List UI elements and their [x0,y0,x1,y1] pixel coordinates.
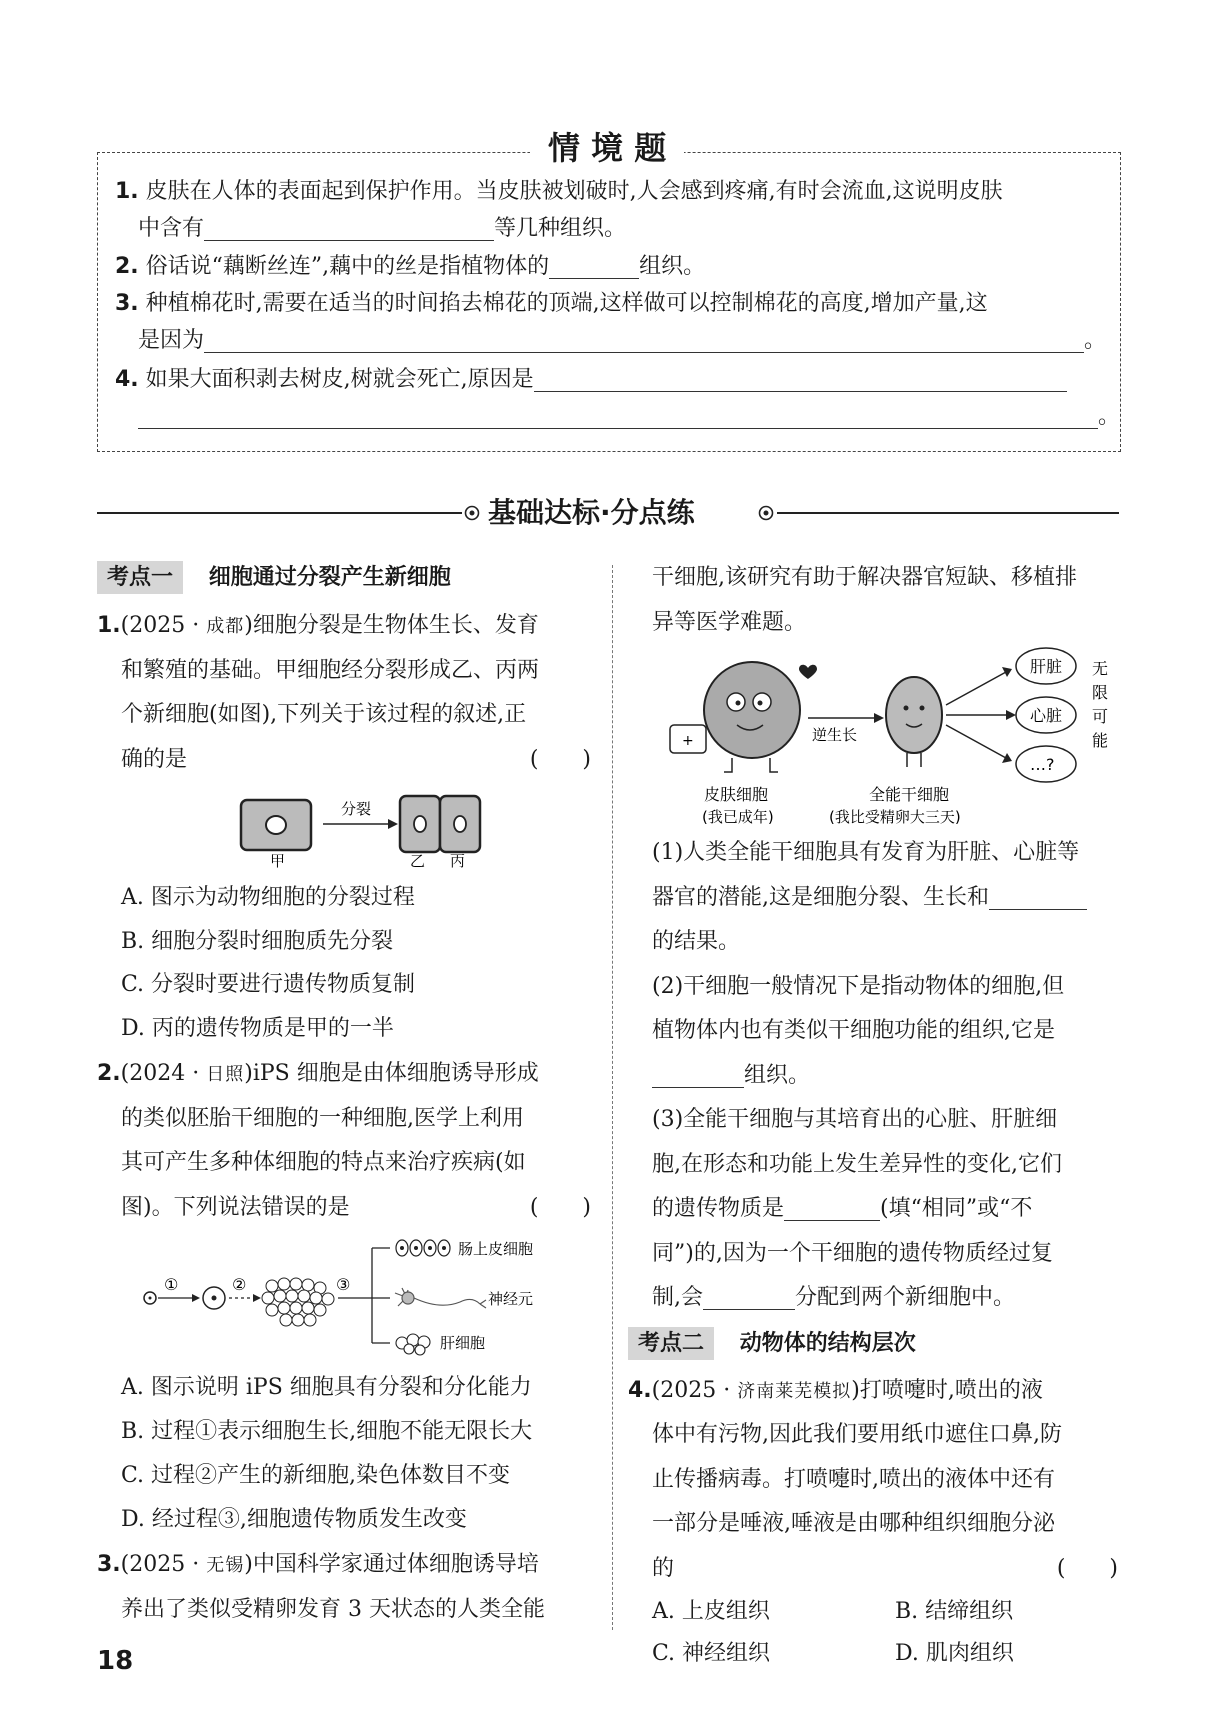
q1-line4: 确的是 ( ) [121,747,591,772]
page-number: 18 [97,1646,134,1676]
side-char-1: 无 [1092,659,1109,678]
section-rule-right [777,512,1119,514]
q1-line2: 和繁殖的基础。甲细胞经分裂形成乙、丙两 [121,658,540,683]
organ-unknown: …? [1030,755,1055,774]
p3-line3: 的遗传物质是 (填“相同”或“不 [652,1196,1033,1221]
kp1-tag: 考点一 [97,561,183,594]
q1-option-b[interactable]: B. 细胞分裂时细胞质先分裂 [121,929,394,954]
liver-cells [396,1334,430,1355]
q1-option-a[interactable]: A. 图示为动物细胞的分裂过程 [121,885,415,910]
q1-option-c[interactable]: C. 分裂时要进行遗传物质复制 [121,972,416,997]
organ-liver: 肝脏 [1030,657,1063,676]
cell-cluster [262,1278,334,1326]
p2-line3: 组织。 [652,1064,810,1088]
answer-blank[interactable] [138,406,1098,429]
column-divider [612,565,613,1630]
side-char-2: 限 [1092,683,1109,702]
kp2-tag: 考点二 [628,1327,714,1360]
situation-q4-line2: 。 [138,405,1120,429]
situation-q4-line1: 4. 如果大面积剥去树皮,树就会死亡,原因是 [115,368,1067,392]
label-skin-cell-sub: (我已成年) [702,808,774,826]
p3-line2: 胞,在形态和功能上发生差异性的变化,它们 [652,1152,1062,1177]
label-yi: 乙 [410,852,426,868]
step-1-label: ① [164,1275,179,1294]
intestinal-cells [396,1240,450,1256]
side-char-3: 可 [1092,707,1109,726]
answer-paren[interactable]: ( ) [529,747,591,772]
q2-line2: 的类似胚胎干细胞的一种细胞,医学上利用 [121,1106,524,1131]
section-rule-left [97,512,462,514]
label-stem-cell: 全能干细胞 [869,785,950,804]
organ-heart: 心脏 [1030,706,1063,725]
step-3-label: ③ [336,1275,351,1294]
p3-line5: 制,会 分配到两个新细胞中。 [652,1285,1016,1310]
p1-line2: 器官的潜能,这是细胞分裂、生长和 [652,886,1087,910]
answer-blank[interactable] [549,256,639,279]
p3-line1: (3)全能干细胞与其培育出的心脏、肝脏细 [652,1107,1058,1132]
q4-line2: 体中有污物,因此我们要用纸巾遮住口鼻,防 [652,1422,1062,1447]
step-2-label: ② [232,1275,247,1294]
label-jia: 甲 [270,852,286,868]
answer-blank[interactable] [989,887,1087,910]
q2-option-c[interactable]: C. 过程②产生的新细胞,染色体数目不变 [121,1463,511,1488]
label-intestinal: 肠上皮细胞 [458,1240,534,1258]
q3-cont-line1: 干细胞,该研究有助于解决器官短缺、移植排 [652,565,1077,590]
arrow-label: 分裂 [341,800,372,818]
q1-line3: 个新细胞(如图),下列关于该过程的叙述,正 [121,702,527,727]
q1-line1: 1.(2025 · 成都)细胞分裂是生物体生长、发育 [97,613,539,638]
q4-line3: 止传播病毒。打喷嚏时,喷出的液体中还有 [652,1467,1055,1492]
p3-line4: 同”)的,因为一个干细胞的遗传物质经过复 [652,1241,1053,1266]
p2-line1: (2)干细胞一般情况下是指动物体的细胞,但 [652,974,1065,999]
situation-q3-line1: 3. 种植棉花时,需要在适当的时间掐去棉花的顶端,这样做可以控制棉花的高度,增加产量,这 [115,291,988,316]
svg-text:+: + [682,733,694,749]
answer-blank[interactable] [534,369,1067,392]
q4-option-d[interactable]: D. 肌肉组织 [895,1641,1014,1666]
target-icon [464,505,480,525]
kp1-heading: 考点一 细胞通过分裂产生新细胞 [97,566,451,590]
label-neuron: 神经元 [488,1290,534,1308]
answer-blank[interactable] [204,330,1084,353]
skin-cell [704,662,800,758]
q2-option-d[interactable]: D. 经过程③,细胞遗传物质发生改变 [121,1507,467,1532]
q4-option-a[interactable]: A. 上皮组织 [652,1599,770,1624]
q4-option-b[interactable]: B. 结缔组织 [895,1599,1014,1624]
q1-option-d[interactable]: D. 丙的遗传物质是甲的一半 [121,1016,394,1041]
label-skin-cell: 皮肤细胞 [704,785,769,804]
neuron [395,1288,486,1308]
answer-paren[interactable]: ( ) [529,1195,591,1220]
p1-line3: 的结果。 [652,929,741,954]
answer-blank[interactable] [703,1287,795,1310]
target-icon [758,505,774,525]
q4-line1: 4.(2025 · 济南莱芜模拟)打喷嚏时,喷出的液 [628,1378,1043,1403]
ips-figure [140,1228,580,1358]
totipotent-stem-cell [886,677,942,753]
situation-title: 情 境 题 [530,128,684,168]
situation-q2: 2. 俗话说“藕断丝连”,藕中的丝是指植物体的 组织。 [115,254,706,279]
situation-q3-line2: 是因为 。 [138,328,1107,353]
q4-line5: 的 ( ) [652,1556,1118,1581]
answer-blank[interactable] [204,218,494,241]
kp2-heading: 考点二 动物体的结构层次 [628,1332,916,1356]
p1-line1: (1)人类全能干细胞具有发育为肝脏、心脏等 [652,840,1080,865]
heart-icon [799,665,817,679]
section-title: 基础达标·分点练 [488,496,695,529]
cell-division-figure [238,788,488,868]
answer-paren[interactable]: ( ) [1056,1556,1118,1581]
q2-option-b[interactable]: B. 过程①表示细胞生长,细胞不能无限长大 [121,1419,533,1444]
situation-q1-line1: 1. 皮肤在人体的表面起到保护作用。当皮肤被划破时,人会感到疼痛,有时会流血,这说明皮肤 [115,179,1003,204]
q2-line1: 2.(2024 · 日照)iPS 细胞是由体细胞诱导形成 [97,1061,539,1086]
q3-line2: 养出了类似受精卵发育 3 天状态的人类全能 [121,1597,545,1622]
p2-line2: 植物体内也有类似干细胞功能的组织,它是 [652,1018,1055,1043]
situation-q1-line2: 中含有 等几种组织。 [138,216,627,241]
arrow-label: 逆生长 [812,726,858,744]
q3-cont-line2: 异等医学难题。 [652,610,807,635]
answer-blank[interactable] [652,1065,744,1088]
q2-line3: 其可产生多种体细胞的特点来治疗疾病(如 [121,1150,526,1175]
side-char-4: 能 [1092,731,1109,750]
stem-cell-figure [662,640,1122,830]
q3-line1: 3.(2025 · 无锡)中国科学家通过体细胞诱导培 [97,1552,539,1577]
answer-blank[interactable] [784,1198,880,1221]
q2-option-a[interactable]: A. 图示说明 iPS 细胞具有分裂和分化能力 [121,1375,532,1400]
q4-line4: 一部分是唾液,唾液是由哪种组织细胞分泌 [652,1511,1055,1536]
label-liver: 肝细胞 [440,1334,486,1352]
label-bing: 丙 [450,852,466,868]
q2-line4: 图)。下列说法错误的是 ( ) [121,1195,591,1220]
label-stem-cell-sub: (我比受精卵大三天) [829,808,961,826]
q4-option-c[interactable]: C. 神经组织 [652,1641,771,1666]
